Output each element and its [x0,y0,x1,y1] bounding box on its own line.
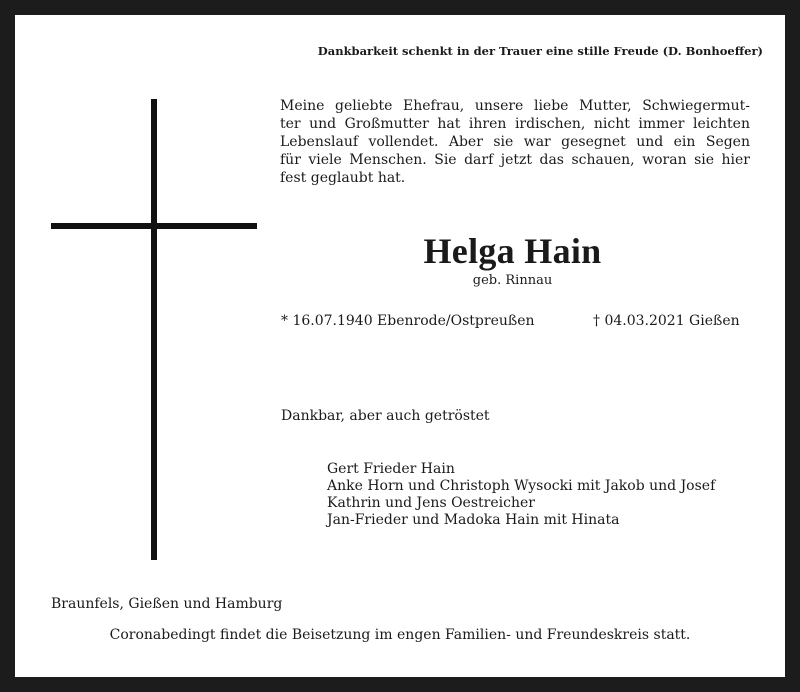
cross-icon-horizontal-beam [51,223,257,229]
intro-line: ter und Großmutter hat ihren irdischen, nicht immer leichten [280,116,750,132]
intro-line: Lebenslauf vollendet. Aber sie war gesegnet und ein Segen [280,134,750,150]
places-line: Braunfels, Gießen und Hamburg [51,596,283,612]
birth-date-place: * 16.07.1940 Ebenrode/Ostpreußen [281,313,535,329]
mourner-item: Jan-Frieder und Madoka Hain mit Hinata [327,512,620,528]
motto-quote: Dankbarkeit schenkt in der Trauer eine stille Freude (D. Bonhoeffer) [317,44,763,58]
mourner-item: Anke Horn und Christoph Wysocki mit Jakob und Josef [327,478,716,494]
mourners-list [327,461,715,529]
intro-line: für viele Menschen. Sie darf jetzt das schauen, woran sie hier [280,152,750,168]
birth-name: geb. Rinnau [472,273,553,288]
death-date-place: † 04.03.2021 Gießen [593,313,740,329]
intro-text [280,97,750,187]
intro-line: Meine geliebte Ehefrau, unsere liebe Mutter, Schwiegermut- [280,98,750,114]
mourner-item: Gert Frieder Hain [327,461,455,477]
funeral-note: Coronabedingt findet die Beisetzung im engen Familien- und Freundeskreis statt. [109,627,691,643]
thanks-line: Dankbar, aber auch getröstet [281,408,490,424]
intro-line: fest geglaubt hat. [280,170,406,186]
deceased-name: Helga Hain [423,231,602,271]
mourner-item: Kathrin und Jens Oestreicher [327,495,535,511]
obituary-content [15,15,785,677]
cross-icon-vertical-beam [151,99,157,560]
